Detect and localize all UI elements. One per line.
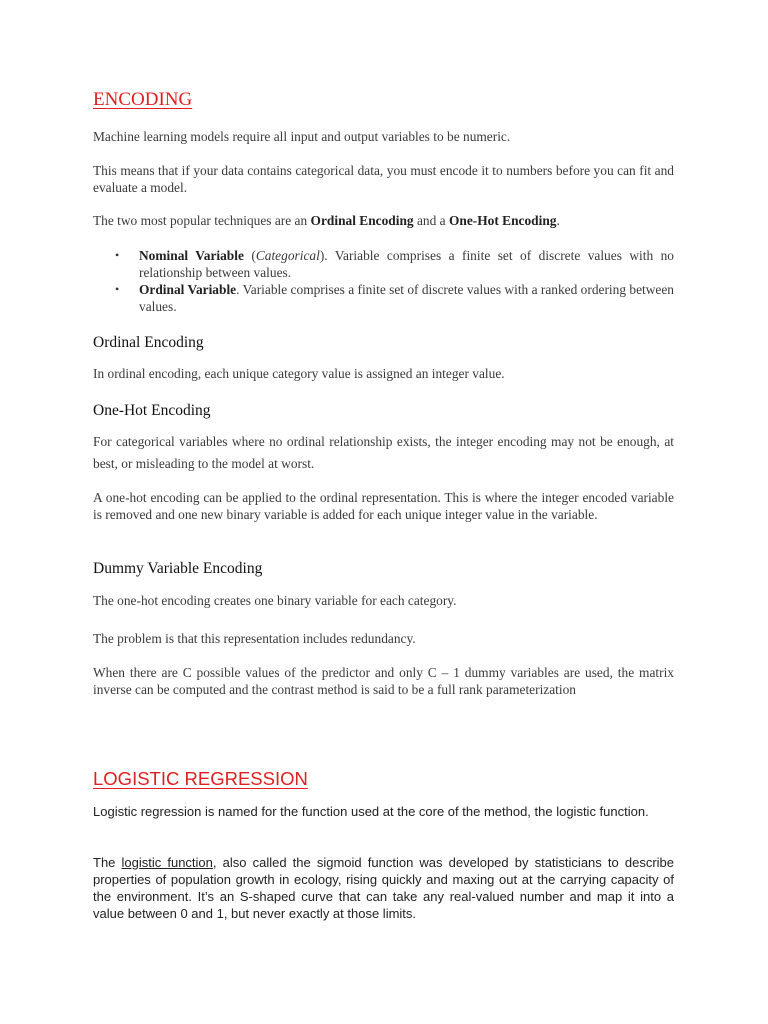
bullet-icon: • [115, 282, 120, 296]
dummy-paragraph-3: When there are C possible values of the predictor and only C – 1 dummy variables are used, the matrix inverse can be computed and the contrast method is said to be a full rank parameterization [93, 665, 674, 697]
one-hot-encoding-term: One-Hot Encoding [448, 213, 557, 228]
logistic-regression-heading: LOGISTIC REGRESSION [93, 768, 308, 789]
list-item: • Ordinal Variable. Variable comprises a finite set of discrete values with a ranked ordering between values. [115, 282, 675, 314]
encoding-paragraph-2: This means that if your data contains categorical data, you must encode it to numbers before you can fit and evaluate a model. [93, 163, 674, 195]
logistic-paragraph-2: The logistic function, also called the sigmoid function was developed by statisticians to describe properties of population growth in ecology, rising quickly and maxing out at the carrying capacity of the environment. It’s an S-shaped curve that can take any real-valued number and map it into a value between 0 and 1, but never exactly at those limits. [93, 855, 674, 921]
bullet-icon: • [115, 248, 120, 262]
list-item: • Nominal Variable (Categorical). Variable comprises a finite set of discrete values with no relationship between values. [115, 248, 674, 280]
one-hot-paragraph-1: For categorical variables where no ordinal relationship exists, the integer encoding may not be enough, at best, or misleading to the model at worst. [93, 434, 674, 471]
dummy-paragraph-2: The problem is that this representation includes redundancy. [93, 631, 416, 646]
ordinal-encoding-term: Ordinal Encoding [310, 213, 414, 228]
encoding-paragraph-3: The two most popular techniques are an Ordinal Encoding and a One-Hot Encoding. [93, 213, 560, 228]
encoding-heading: ENCODING [93, 89, 193, 110]
logistic-paragraph-1: Logistic regression is named for the function used at the core of the method, the logistic function. [93, 804, 649, 819]
ordinal-encoding-paragraph: In ordinal encoding, each unique category value is assigned an integer value. [93, 366, 505, 381]
one-hot-paragraph-2: A one-hot encoding can be applied to the ordinal representation. This is where the integer encoded variable is removed and one new binary variable is added for each unique integer value in the variable. [93, 490, 674, 522]
encoding-paragraph-1: Machine learning models require all input and output variables to be numeric. [93, 129, 511, 144]
one-hot-encoding-heading: One-Hot Encoding [93, 402, 211, 419]
logistic-function-link[interactable]: logistic function [121, 855, 213, 870]
ordinal-encoding-heading: Ordinal Encoding [93, 334, 204, 351]
dummy-paragraph-1: The one-hot encoding creates one binary variable for each category. [93, 593, 457, 608]
variable-types-list [93, 247, 674, 315]
dummy-variable-heading: Dummy Variable Encoding [93, 560, 263, 577]
